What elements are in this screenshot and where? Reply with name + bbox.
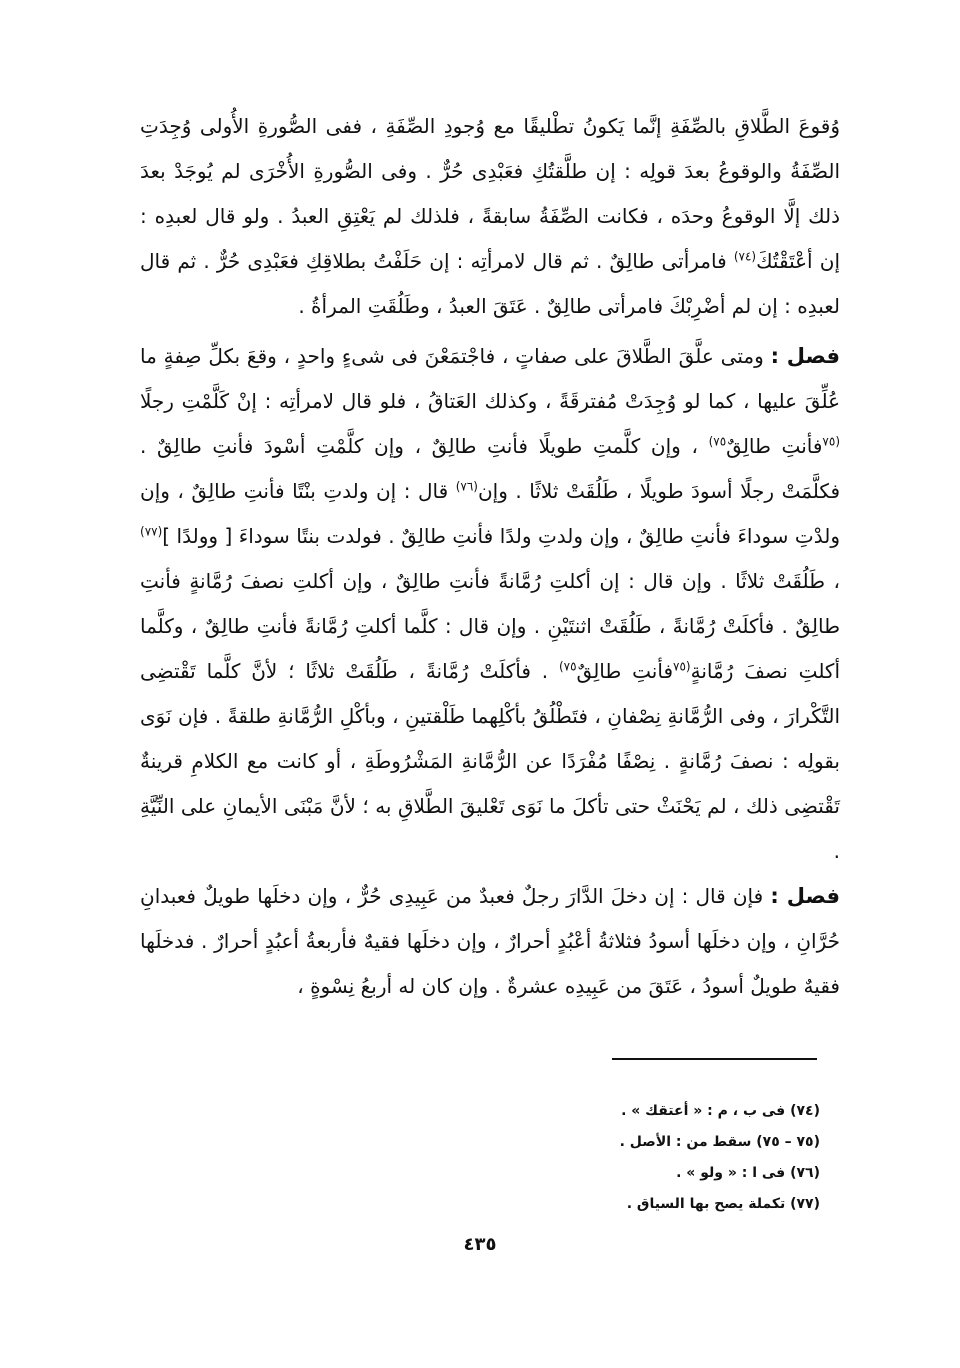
paragraph-2g-text: . فأكلَتْ رُمَّانةً ، طَلُقَتْ ثلاثًا ؛ لأنَّ كلَّما تَقْتضِى التَّكْرارَ ، وفى الرُّمَّانةِ نِصْفانِ ، فتَطْلُقُ بأكْلِهما طَلْقتينِ ، وبأكْلِ الرُّمَّانةِ طلقةً . فإن نَوَى بقولِه : نصفَ رُمَّانةٍ . نِصْفًا مُفْرَدًا عن الرُّمَّانةِ المَشْرُوطَةِ ، أو كانت مع الكلامِ قرينةٌ تَقْتضِى ذلك ، لم يَحْنَثْ حتى تأكلَ ما نَوَى تَعْليقَ الطَّلاقِ به ؛ لأنَّ مَبْنَى الأيمانِ على النِّيَّةِ . bbox=[140, 659, 840, 863]
paragraph-2 bbox=[140, 334, 840, 874]
paragraph-2c-text: ، وإن كلَّمتِ طويلًا فأنتِ طالِقٌ ، وإن كلَّمْتِ أسْودَ فأنتِ طالِقٌ . فكلَّمَتْ رجلًا أسودَ طويلًا ، طَلُقَتْ ثلاثًا . وإن bbox=[140, 434, 841, 503]
page-number: ٤٣٥ bbox=[463, 1234, 497, 1255]
footnote-ref-74: (٧٤) bbox=[733, 249, 757, 264]
section-heading-fasl-2: فصل : bbox=[770, 884, 840, 908]
paragraph-2d-text: قال : إن ولدتِ بنْتًا فأنتِ طالِقٌ ، وإن ولدْتِ سوداءَ فأنتِ طالِقٌ ، وإن ولدتِ ولدًا فأنتِ طالِقٌ . فولدت بنتًا سوداءَ [ وولدًا ] bbox=[140, 479, 840, 548]
paragraph-3-text: فإن قال : إن دخلَ الدَّارَ رجلٌ فعبدٌ من عَبِيدِى حُرٌّ ، وإن دخلَها طويلٌ فعبدانِ حُرَّانِ ، وإن دخلَها أسودُ فثلاثةُ أعْبُدٍ أحرارٌ ، وإن دخلَها فقيهٌ فأربعةُ أعبُدٍ أحرارٌ . فدخلَها فقيهٌ طويلٌ أسودُ ، عَتَقَ من عَبِيدِه عشرةٌ . وإن كان له أربعُ نِسْوةٍ ، bbox=[140, 884, 840, 998]
section-fasl-1 bbox=[140, 334, 840, 874]
paragraph-2f-text: فأنتِ طالِقٌ bbox=[576, 659, 674, 683]
footnote-separator bbox=[612, 1058, 817, 1060]
footnote-75: (٧٥ – ٧٥) سقط من : الأصل . bbox=[619, 1134, 820, 1150]
footnote-ref-76: (٧٦) bbox=[455, 479, 478, 494]
footnote-74: (٧٤) فى ب ، م : « أعتقك » . bbox=[621, 1103, 820, 1119]
paragraph-1-text: وُقوعَ الطَّلاقِ بالصِّفَةِ إنَّما يَكونُ تطْليقًا مع وُجودِ الصِّفَةِ ، ففى الصُّورةِ الأُولى وُجِدَتِ الصِّفَةُ والوقوعُ بعدَ قولِه : إن طلَّقتُكِ فعَبْدِى حُرٌّ . وفى الصُّورةِ الأُخْرَى لم يُوجَدْ بعدَ ذلك إلَّا الوقوعُ وحدَه ، فكانت الصِّفَةُ سابقةً ، فلذلك لم يَعْتِقِ العبدُ . ولو قال لعبدِه : إن أعْتَقْتُكَ bbox=[140, 114, 840, 273]
footnotes bbox=[520, 1096, 820, 1220]
footnote-76: (٧٦) فى ا : « ولو » . bbox=[676, 1165, 820, 1181]
footnote-77: (٧٧) تكملة يصح بها السياق . bbox=[626, 1196, 820, 1212]
footnote-ref-75-open: (٧٥ bbox=[822, 434, 840, 449]
paragraph-3 bbox=[140, 874, 840, 1009]
paragraph-1b-text: فامرأتى طالِقٌ . ثم قال لامرأتِه : إن حَلَفْتُ بطلاقِكِ فعَبْدِى حُرٌّ . ثم قال لعبدِه : إن لم أضْرِبْكَ فامرأتى طالِقٌ . عَتَقَ العبدُ ، وطَلُقَتِ المرأةُ . bbox=[140, 249, 840, 318]
footnote-ref-75-open-2: (٧٥ bbox=[673, 659, 691, 674]
paragraph-1 bbox=[140, 104, 840, 329]
section-fasl-2 bbox=[140, 874, 840, 1014]
paragraph-continuation bbox=[140, 104, 840, 334]
paragraph-2e-text: ، طَلُقَتْ ثلاثًا . وإن قال : إن أكلتِ رُمَّانةً فأنتِ طالِقٌ ، وإن أكلتِ نصفَ رُمَّانةٍ فأنتِ طالِقٌ . فأكلَتْ رُمَّانةً ، طَلُقَتْ اثنتَيْنِ . وإن قال : كلَّما أكلتِ رُمَّانةً فأنتِ طالِقٌ ، وكلَّما أكلتِ نصفَ رُمَّانةٍ bbox=[140, 569, 841, 683]
section-heading-fasl: فصل : bbox=[770, 344, 840, 368]
paragraph-2b-text: فأنتِ طالِقٌ bbox=[726, 434, 823, 458]
footnote-ref-75-close: ٧٥) bbox=[708, 434, 727, 449]
footnote-ref-75-close-2: ٧٥) bbox=[558, 659, 577, 674]
footnote-ref-77: (٧٧) bbox=[140, 524, 163, 539]
paragraph-2a-text: ومتى علَّقَ الطَّلاقَ على صفاتٍ ، فاجْتمَعْنَ فى شىءٍ واحدٍ ، وقعَ بكلِّ صِفةٍ ما عُلِّقَ عليها ، كما لو وُجِدَتْ مُفترقَةً ، وكذلك العَتاقُ ، فلو قال لامرأتِه : إنْ كَلَّمْتِ رجلًا bbox=[140, 344, 840, 413]
